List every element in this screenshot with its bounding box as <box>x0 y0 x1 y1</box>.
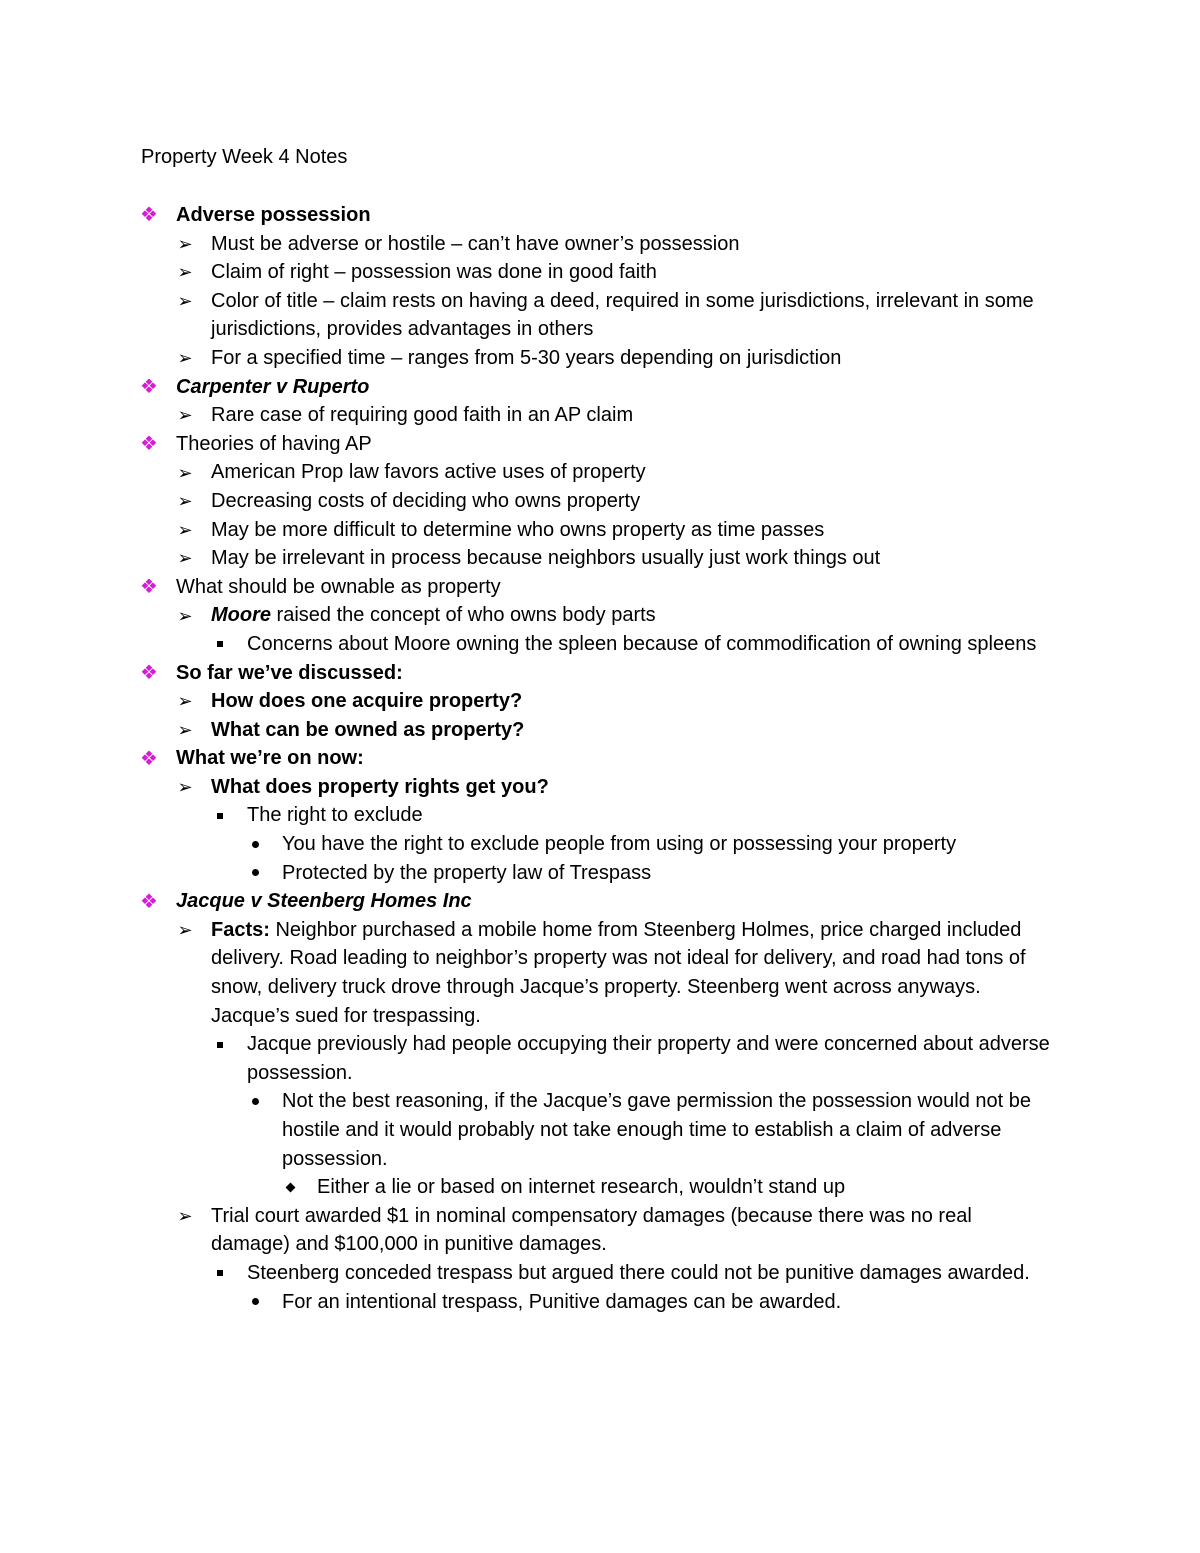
note-text-segment: So far we’ve discussed: <box>176 661 403 684</box>
diamond-icon: ❖ <box>140 375 158 398</box>
note-item <box>0 1202 1200 1259</box>
note-text <box>211 516 1056 545</box>
dot-icon <box>244 830 266 859</box>
note-item <box>0 458 1200 487</box>
note-text <box>176 373 1056 402</box>
arrow-icon: ➢ <box>177 291 193 312</box>
note-text-segment: What does property rights get you? <box>211 775 549 798</box>
note-text-segment: May be more difficult to determine who owns property as time passes <box>211 518 825 541</box>
arrow-icon: ➢ <box>177 348 193 369</box>
arrow-icon: ➢ <box>177 491 193 512</box>
note-item <box>0 801 1200 830</box>
note-text <box>211 401 1056 430</box>
note-item <box>0 659 1200 688</box>
note-text-segment: Moore <box>211 604 271 627</box>
arrow-icon: ➢ <box>177 777 193 798</box>
note-text-segment: Decreasing costs of deciding who owns property <box>211 489 641 512</box>
note-item <box>0 487 1200 516</box>
note-text-segment: Must be adverse or hostile – can’t have owner’s possession <box>211 232 740 255</box>
note-item <box>0 687 1200 716</box>
note-item <box>0 630 1200 659</box>
diamond-icon: ❖ <box>140 661 158 684</box>
note-item <box>0 258 1200 287</box>
note-text-segment: You have the right to exclude people from using or possessing your property <box>282 833 957 856</box>
note-text <box>247 1259 1057 1288</box>
note-text <box>211 230 1056 259</box>
note-item <box>0 1288 1200 1317</box>
note-text <box>211 773 1056 802</box>
note-text <box>176 887 1056 916</box>
square-icon <box>209 801 231 830</box>
note-item <box>0 201 1200 230</box>
note-item <box>0 1087 1200 1173</box>
square-icon <box>209 1030 231 1059</box>
note-item <box>0 744 1200 773</box>
note-text <box>211 258 1056 287</box>
arrow-icon: ➢ <box>177 262 193 283</box>
note-text-segment: Carpenter v Ruperto <box>176 375 370 398</box>
document-title: Property Week 4 Notes <box>141 146 348 168</box>
note-text <box>282 1288 1057 1317</box>
note-text-segment: How does one acquire property? <box>211 690 523 713</box>
note-text <box>282 859 1057 888</box>
note-text-segment: Adverse possession <box>176 204 371 226</box>
note-text <box>247 801 1057 830</box>
note-item <box>0 773 1200 802</box>
note-text <box>211 1202 1056 1259</box>
note-item <box>0 1259 1200 1288</box>
note-text <box>211 716 1056 745</box>
note-text <box>282 830 1057 859</box>
arrow-icon: ➢ <box>177 405 193 426</box>
note-item <box>0 573 1200 602</box>
diamond-icon: ❖ <box>140 433 158 456</box>
rhombus-icon <box>279 1173 301 1202</box>
note-text <box>211 344 1056 373</box>
diamond-icon: ❖ <box>140 204 158 227</box>
note-text-segment: What should be ownable as property <box>176 575 501 598</box>
note-item <box>0 287 1200 344</box>
note-text-segment: Steenberg conceded trespass but argued there could not be punitive damages awarded. <box>247 1261 1030 1284</box>
arrow-icon: ➢ <box>177 605 193 626</box>
note-text <box>211 687 1056 716</box>
arrow-icon: ➢ <box>177 719 193 740</box>
note-text-segment: What can be owned as property? <box>211 718 525 741</box>
note-text <box>211 601 1056 630</box>
note-text <box>247 1030 1057 1087</box>
note-text-segment: Facts: <box>211 918 270 941</box>
note-text-segment: American Prop law favors active uses of property <box>211 461 646 484</box>
arrow-icon: ➢ <box>177 233 193 254</box>
note-text-segment: Not the best reasoning, if the Jacque’s gave permission the possession would not be hostile and it would probably not take enough time to establish a claim of adverse possession. <box>282 1090 1031 1170</box>
note-text <box>211 458 1056 487</box>
diamond-icon: ❖ <box>140 890 158 913</box>
note-text-segment: Color of title – claim rests on having a deed, required in some jurisdictions, irrelevant in some jurisdictions, provides advantages in others <box>211 289 1034 341</box>
note-text <box>176 744 1056 773</box>
arrow-icon: ➢ <box>177 691 193 712</box>
note-text <box>176 430 1056 459</box>
note-text <box>176 659 1056 688</box>
square-icon <box>209 630 231 659</box>
note-item <box>0 601 1200 630</box>
note-text-segment: Neighbor purchased a mobile home from Steenberg Holmes, price charged included delivery. Road leading to neighbor’s property was not ideal for delivery, and road had tons of snow, delivery truck drove through Jacque’s property. Steenberg went across anyways. Jacque’s sued for trespassing. <box>211 918 1026 1027</box>
note-text <box>211 487 1056 516</box>
note-item <box>0 716 1200 745</box>
square-icon <box>209 1259 231 1288</box>
note-text-segment: For an intentional trespass, Punitive damages can be awarded. <box>282 1290 842 1313</box>
note-text <box>176 573 1056 602</box>
note-text-segment: The right to exclude <box>247 804 423 827</box>
note-text <box>282 1087 1057 1173</box>
diamond-icon: ❖ <box>140 576 158 599</box>
note-text-segment: What we’re on now: <box>176 747 364 770</box>
arrow-icon: ➢ <box>177 548 193 569</box>
notes-outline <box>0 201 1200 1316</box>
note-text-segment: Theories of having AP <box>176 432 372 455</box>
note-item <box>0 1030 1200 1087</box>
note-item <box>0 430 1200 459</box>
note-item <box>0 887 1200 916</box>
dot-icon <box>244 1087 266 1116</box>
diamond-icon: ❖ <box>140 747 158 770</box>
note-item <box>0 916 1200 1030</box>
note-text-segment: Jacque v Steenberg Homes Inc <box>176 890 472 913</box>
note-text <box>211 916 1056 1030</box>
note-text-segment: Claim of right – possession was done in good faith <box>211 261 657 284</box>
arrow-icon: ➢ <box>177 462 193 483</box>
note-item <box>0 373 1200 402</box>
note-text-segment: May be irrelevant in process because neighbors usually just work things out <box>211 547 881 570</box>
note-text <box>211 287 1056 344</box>
note-text-segment: Concerns about Moore owning the spleen because of commodification of owning spleens <box>247 632 1037 655</box>
note-text-segment: Either a lie or based on internet research, wouldn’t stand up <box>317 1176 846 1199</box>
note-text <box>317 1173 1057 1202</box>
dot-icon <box>244 859 266 888</box>
arrow-icon: ➢ <box>177 519 193 540</box>
note-text-segment: Jacque previously had people occupying their property and were concerned about adverse possession. <box>247 1033 1050 1084</box>
note-item <box>0 1173 1200 1202</box>
note-text-segment: For a specified time – ranges from 5-30 years depending on jurisdiction <box>211 346 842 369</box>
arrow-icon: ➢ <box>177 920 193 941</box>
note-text <box>247 630 1057 659</box>
arrow-icon: ➢ <box>177 1206 193 1227</box>
note-item <box>0 516 1200 545</box>
note-item <box>0 344 1200 373</box>
note-text-segment: Rare case of requiring good faith in an AP claim <box>211 404 634 427</box>
note-item <box>0 859 1200 888</box>
note-item <box>0 830 1200 859</box>
note-item <box>0 230 1200 259</box>
note-item <box>0 401 1200 430</box>
note-text <box>176 201 1056 230</box>
dot-icon <box>244 1288 266 1317</box>
note-text-segment: raised the concept of who owns body parts <box>271 604 656 627</box>
note-item <box>0 544 1200 573</box>
note-text-segment: Trial court awarded $1 in nominal compensatory damages (because there was no real damage) and $100,000 in punitive damages. <box>211 1204 972 1256</box>
note-text <box>211 544 1056 573</box>
note-text-segment: Protected by the property law of Trespass <box>282 861 652 884</box>
